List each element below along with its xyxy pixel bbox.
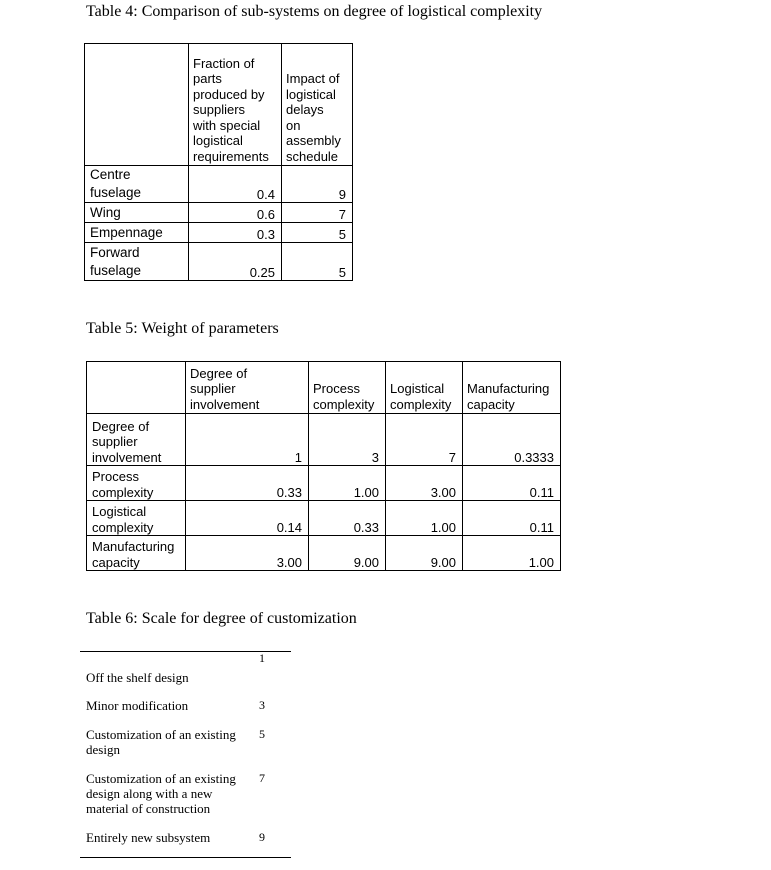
- table6-row-value: 7: [259, 771, 265, 785]
- table6-row-label: Entirely new subsystem: [86, 830, 211, 845]
- header-line: Fraction of: [193, 55, 255, 71]
- label-line: involvement: [92, 449, 162, 465]
- table5-cell: 0.14: [186, 501, 309, 536]
- label-line: Manufacturing: [92, 539, 175, 554]
- header-line: suppliers: [193, 102, 246, 117]
- table5-cell: 3.00: [386, 466, 463, 501]
- label-line: fuselage: [90, 185, 142, 200]
- table4-value-fraction: 0.3: [189, 223, 282, 243]
- table4-value-impact: 5: [282, 243, 353, 281]
- table5-cell: 1: [186, 414, 309, 466]
- table5-cell: 1.00: [386, 501, 463, 536]
- table5-cell: 0.33: [186, 466, 309, 501]
- header-line: complexity: [390, 396, 452, 412]
- label-line: Logistical: [92, 504, 147, 519]
- header-line: produced by: [193, 86, 265, 102]
- label-line: Wing: [90, 205, 121, 220]
- table4-value-fraction: 0.4: [189, 166, 282, 203]
- table6-row-label: Customization of an existing design along with a new material of construction: [86, 771, 236, 816]
- table5-cell: 0.11: [463, 466, 561, 501]
- header-line: schedule: [286, 148, 339, 164]
- table6-row-label: Minor modification: [86, 698, 189, 713]
- label-line: fuselage: [90, 263, 142, 278]
- header-line: logistical: [193, 133, 243, 148]
- table4-caption: Table 4: Comparison of sub-systems on degree of logistical complexity: [86, 3, 543, 20]
- header-line: parts: [193, 71, 222, 86]
- header-line: capacity: [467, 396, 515, 412]
- table5-cell: 0.33: [309, 501, 386, 536]
- table6-bottom-rule: [80, 857, 291, 858]
- header-line: with special: [193, 117, 261, 133]
- header-line: Logistical: [390, 381, 445, 396]
- table5-cell: 7: [386, 414, 463, 466]
- table6-row-value: 3: [259, 698, 265, 712]
- table6-row-value: 5: [259, 727, 265, 741]
- header-line: logistical: [286, 86, 336, 102]
- table4-value-impact: 9: [282, 166, 353, 203]
- header-line: delays: [286, 102, 324, 117]
- table5-cell: 3.00: [186, 536, 309, 571]
- label-line: Process: [92, 469, 139, 484]
- table4-value-fraction: 0.6: [189, 203, 282, 223]
- table4-value-fraction: 0.25: [189, 243, 282, 281]
- header-line: Process: [313, 381, 360, 396]
- header-line: requirements: [193, 148, 269, 164]
- label-line: complexity: [92, 484, 154, 500]
- header-line: complexity: [313, 396, 375, 412]
- table6-caption: Table 6: Scale for degree of customization: [86, 610, 357, 627]
- header-line: involvement: [190, 396, 260, 412]
- header-line: Manufacturing: [467, 381, 550, 396]
- label-line: Forward: [90, 245, 140, 260]
- label-line: complexity: [92, 519, 154, 535]
- table5-cell: 9.00: [309, 536, 386, 571]
- table5-caption: Table 5: Weight of parameters: [86, 320, 279, 337]
- table6-row-value: 9: [259, 830, 265, 844]
- table5-cell: 1.00: [463, 536, 561, 571]
- header-line: supplier: [190, 381, 236, 396]
- header-line: on: [286, 117, 301, 133]
- table5-cell: 9.00: [386, 536, 463, 571]
- table5-cell: 0.11: [463, 501, 561, 536]
- header-line: assembly: [286, 133, 341, 148]
- label-line: Centre: [90, 167, 131, 182]
- table6-row-label: Off the shelf design: [86, 670, 189, 685]
- table5-cell: 1.00: [309, 466, 386, 501]
- table4-value-impact: 7: [282, 203, 353, 223]
- table4-value-impact: 5: [282, 223, 353, 243]
- table6-row-label: Customization of an existing design: [86, 727, 236, 757]
- table6-header-value: 1: [259, 651, 265, 665]
- label-line: Degree of: [92, 418, 150, 434]
- label-line: capacity: [92, 554, 140, 570]
- table5-cell: 0.3333: [463, 414, 561, 466]
- label-line: supplier: [92, 434, 138, 449]
- header-line: Degree of: [190, 365, 248, 381]
- label-line: Empennage: [90, 225, 163, 240]
- header-line: Impact of: [286, 71, 340, 86]
- table5-cell: 3: [309, 414, 386, 466]
